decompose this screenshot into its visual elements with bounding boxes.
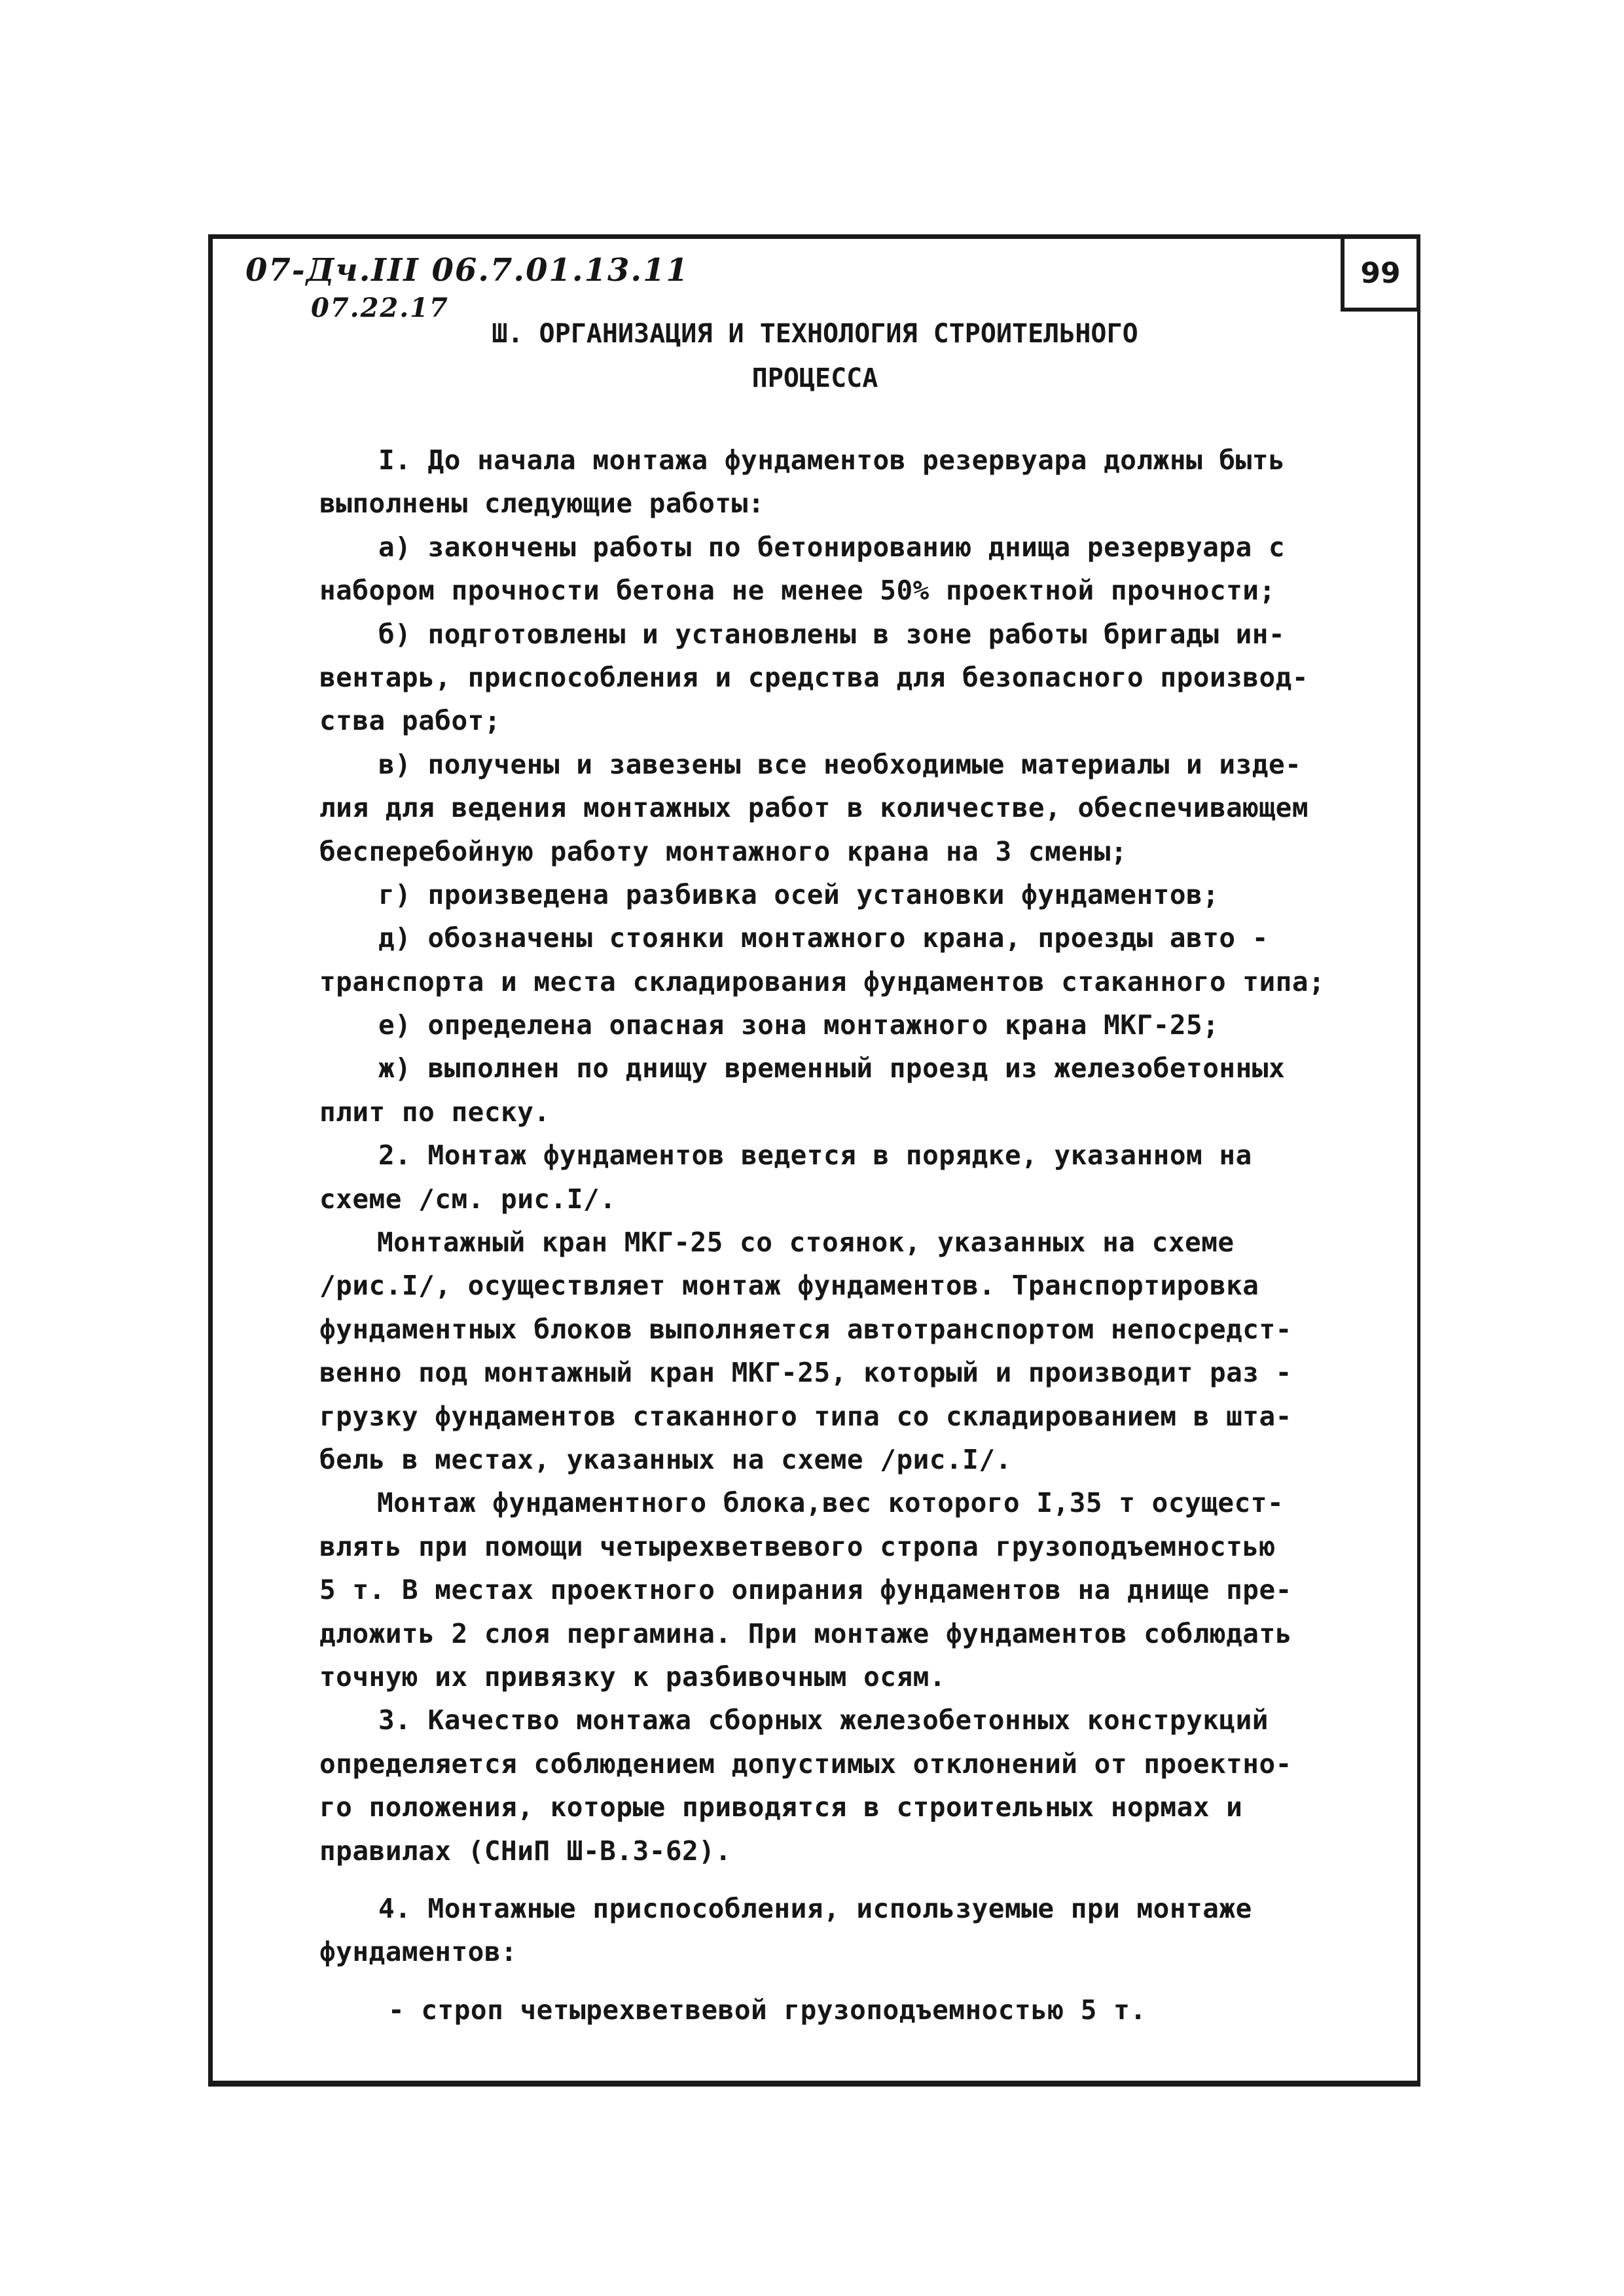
paragraph-line: схеме /см. рис.I/. xyxy=(319,1183,617,1215)
handwritten-code-line1: 07-Дч.III 06.7.01.13.11 xyxy=(245,252,689,289)
paragraph-line: дложить 2 слоя пергамина. При монтаже фундаментов соблюдать xyxy=(319,1617,1292,1649)
paragraph-line: /рис.I/, осуществляет монтаж фундаментов. Транспортировка xyxy=(319,1270,1259,1302)
paragraph-line: Монтаж фундаментного блока,вес которого I,35 т осущест- xyxy=(377,1487,1284,1519)
paragraph-line: вентарь, приспособления и средства для безопасного производ- xyxy=(319,661,1309,693)
paragraph-line: 5 т. В местах проектного опирания фундаментов на днище пре- xyxy=(319,1574,1292,1606)
paragraph-line: бесперебойную работу монтажного крана на 3 смены; xyxy=(319,835,1128,867)
list-item-dash: - строп четырехветвевой грузоподъемностью 5 т. xyxy=(388,1994,1147,2026)
list-item-d: д) обозначены стоянки монтажного крана, проезды авто - xyxy=(378,922,1269,954)
paragraph-line: определяется соблюдением допустимых отклонений от проектно- xyxy=(319,1748,1292,1780)
paragraph-line: набором прочности бетона не менее 50% проектной прочности; xyxy=(319,575,1276,607)
page-number: 99 xyxy=(1360,256,1401,290)
paragraph-3-start: 3. Качество монтажа сборных железобетонных конструкций xyxy=(378,1704,1269,1736)
paragraph-line: ства работ; xyxy=(319,705,501,737)
paragraph-line: правилах (СНиП Ш-В.3-62). xyxy=(319,1835,732,1867)
list-item-a: а) закончены работы по бетонированию днища резервуара с xyxy=(378,531,1286,563)
paragraph-line: транспорта и места складирования фундаментов стаканного типа; xyxy=(319,965,1326,997)
page-number-box xyxy=(1341,234,1420,312)
paragraph-line: плит по песку. xyxy=(319,1096,550,1128)
paragraph-line: выполнены следующие работы: xyxy=(319,488,765,520)
paragraph-line: точную их привязку к разбивочным осям. xyxy=(319,1660,946,1693)
paragraph-line: бель в местах, указанных на схеме /рис.I/. xyxy=(319,1443,1012,1475)
body-text xyxy=(319,439,1406,2032)
list-item-e: е) определена опасная зона монтажного крана МКГ-25; xyxy=(378,1009,1219,1041)
section-title-line2: ПРОЦЕССА xyxy=(751,363,878,393)
paragraph-line: го положения, которые приводятся в строительных нормах и xyxy=(319,1791,1243,1823)
paragraph-2-start: 2. Монтаж фундаментов ведется в порядке, указанном на xyxy=(378,1139,1252,1172)
list-item-zh: ж) выполнен по днищу временный проезд из железобетонных xyxy=(378,1052,1286,1085)
paragraph-line: фундаментных блоков выполняется автотранспортом непосредст- xyxy=(319,1313,1292,1345)
paragraph-line: лия для ведения монтажных работ в количестве, обеспечивающем xyxy=(319,792,1309,824)
paragraph-line: Монтажный кран МКГ-25 со стоянок, указанных на схеме xyxy=(377,1227,1235,1259)
list-item-v: в) получены и завезены все необходимые материалы и изде- xyxy=(378,748,1302,780)
document-frame xyxy=(208,234,1420,2087)
section-title-line1: Ш. ОРГАНИЗАЦИЯ И ТЕХНОЛОГИЯ СТРОИТЕЛЬНОГО xyxy=(492,319,1138,349)
paragraph-line: венно под монтажный кран МКГ-25, который и производит раз - xyxy=(319,1357,1292,1389)
paragraph-line: влять при помощи четырехветвевого стропа грузоподъемностью xyxy=(319,1530,1276,1562)
handwritten-code-line2: 07.22.17 xyxy=(311,293,449,323)
paragraph-gap xyxy=(319,1974,1406,1988)
paragraph-4-start: 4. Монтажные приспособления, используемые при монтаже xyxy=(378,1892,1252,1924)
paragraph-line: фундаментов: xyxy=(319,1936,518,1968)
list-item-g: г) произведена разбивка осей установки фундаментов; xyxy=(378,878,1219,910)
paragraph-line: грузку фундаментов стаканного типа со складированием в шта- xyxy=(319,1400,1292,1432)
paragraph-line: I. До начала монтажа фундаментов резервуара должны быть xyxy=(378,444,1286,476)
list-item-b: б) подготовлены и установлены в зоне работы бригады ин- xyxy=(378,618,1286,650)
paragraph-gap xyxy=(319,1873,1406,1887)
